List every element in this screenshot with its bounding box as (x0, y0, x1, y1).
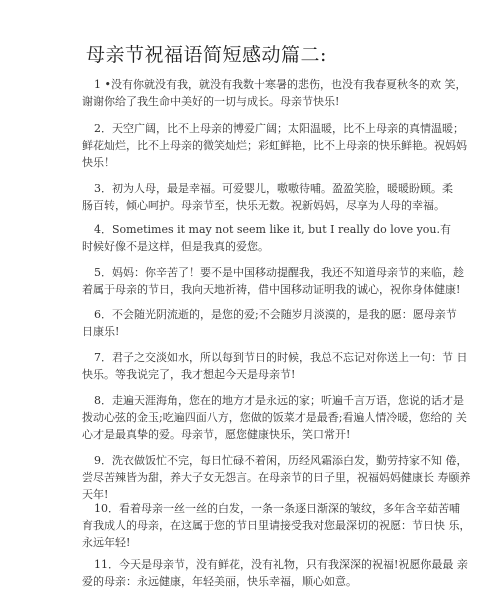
paragraph-line: 爱的母亲：永远健康，年轻美丽，快乐幸福，顺心如意。 (82, 575, 357, 588)
paragraph (82, 452, 471, 503)
paragraph (82, 120, 467, 171)
paragraph-line: 4．Sometimes it may not seem like it, but I really do love you.有 (94, 223, 452, 236)
paragraph-line: 永远年轻! (82, 536, 131, 549)
paragraph (82, 221, 452, 255)
page-title: 母亲节祝福语简短感动篇二: (86, 44, 327, 66)
paragraph-line: 9．洗衣做饭忙不完，每日忙碌不着闲，历经风霜添白发，勤劳持家不知 倦， (94, 454, 468, 467)
paragraph-line: 着属于母亲的节日，我向天地祈祷，借中国移动证明我的诚心，祝你身体健康! (82, 283, 461, 296)
paragraph (82, 306, 457, 340)
paragraph-line: 6．不会随光阴流逝的，是您的爱;不会随岁月淡漠的，是我的愿：愿母亲节 (94, 308, 457, 321)
paragraph-line: 8．走遍天涯海角，您在的地方才是永远的家；听遍千言万语，您说的话才是 (94, 394, 464, 407)
paragraph-line: 1 •没有你就没有我，就没有我数十寒暑的悲伤，也没有我春夏秋冬的欢 笑， (94, 78, 467, 91)
paragraph-line: 天年! (82, 488, 109, 501)
paragraph-line: 日康乐! (82, 325, 120, 338)
paragraph (82, 500, 471, 551)
paragraph (82, 264, 464, 298)
paragraph-line: 育我成人的母亲，在这属于您的节日里请接受我对您最深切的祝愿：节日快 乐， (82, 519, 471, 532)
paragraph (82, 349, 468, 383)
paragraph-line: 3．初为人母，最是幸福。可爱婴儿，嗷嗷待哺。盈盈笑脸，暖暖盼顾。柔 (94, 182, 453, 195)
paragraph (82, 392, 467, 443)
paragraph-line: 拨动心弦的金玉;吃遍四面八方，您做的饭菜才是最香;看遍人情冷暖，您给的 关 (82, 411, 467, 424)
paragraph-line: 鲜花灿烂，比不上母亲的微笑灿烂；彩虹鲜艳，比不上母亲的快乐鲜艳。祝妈妈 (82, 139, 467, 152)
paragraph-line: 7．君子之交淡如水，所以每到节日的时候，我总不忘记对你送上一句：节 日 (94, 351, 468, 364)
paragraph-line: 11．今天是母亲节，没有鲜花，没有礼物，只有我深深的祝福!祝愿你最最 亲 (94, 558, 468, 571)
paragraph-line: 肠百转，倾心呵护。母亲节至，快乐无数。祝新妈妈，尽享为人母的幸福。 (82, 199, 445, 212)
paragraph-line: 2．天空广阔，比不上母亲的博爱广阔；太阳温暖，比不上母亲的真情温暖； (94, 122, 464, 135)
paragraph-line: 快乐。等我说完了，我才想起今天是母亲节! (82, 368, 296, 381)
paragraph-line: 谢谢你给了我生命中美好的一切与成长。母亲节快乐! (82, 95, 340, 108)
paragraph (82, 76, 467, 110)
paragraph-line: 快乐！ (82, 156, 115, 169)
paragraph (82, 556, 468, 590)
paragraph-line: 5．妈妈：你辛苦了！要不是中国移动提醒我，我还不知道母亲节的来临，趁 (94, 266, 464, 279)
paragraph-line: 尝尽苦辣皆为甜，养大子女无怨言。在母亲节的日子里，祝福妈妈健康长 寿颐养 (82, 471, 471, 484)
paragraph-line: 时候好像不是这样，但是我真的爱您。 (82, 240, 269, 253)
paragraph-line: 心才是最真挚的爱。母亲节，愿您健康快乐，笑口常开! (82, 428, 351, 441)
paragraph (82, 180, 453, 214)
paragraph-line: 10．看着母亲一丝一丝的白发，一条一条逐日渐深的皱纹，多年含辛茹苦哺 (94, 502, 460, 515)
